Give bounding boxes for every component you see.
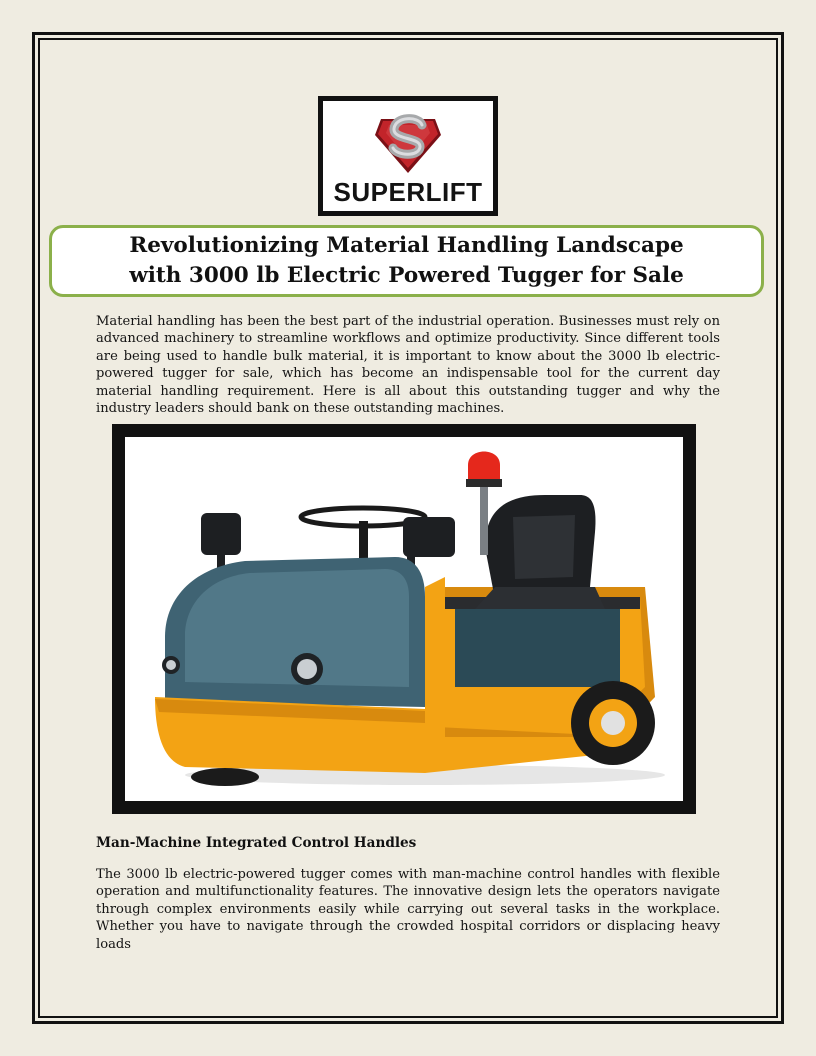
electric-tugger-photo (125, 437, 683, 801)
superlift-logo (318, 96, 498, 216)
logo-emblem-icon (323, 101, 493, 181)
intro-line: are being used to handle bulk material, it is important to know about the 3000 lb electric- (96, 348, 720, 364)
tugger-illustration (125, 437, 683, 801)
section-line: Whether you have to navigate through the crowded hospital corridors or displacing heavy loads (96, 919, 720, 952)
logo-wordmark: SUPERLIFT (333, 177, 483, 207)
intro-line: powered tugger for sale, which has become an indispensable tool for the current day material (96, 366, 720, 399)
product-photo-frame (112, 424, 696, 814)
section-paragraph (96, 866, 720, 953)
intro-paragraph (96, 313, 720, 417)
intro-line: Material handling has been the best part of the industrial operation. Businesses must rely on (96, 314, 720, 329)
section-line: The 3000 lb electric-powered tugger comes with man-machine control handles with flexible (96, 867, 720, 882)
intro-line: should bank on these outstanding machines. (208, 401, 505, 417)
section-line: operation and multifunctionality features. The innovative design lets the operators navigate (96, 884, 720, 900)
page-title-line-1: Revolutionizing Material Handling Landscape (129, 233, 684, 258)
intro-line: advanced machinery to streamline workflows and optimize productivity. Since different tools (96, 331, 720, 347)
section-heading: Man-Machine Integrated Control Handles (96, 835, 417, 851)
page-title-line-2: with 3000 lb Electric Powered Tugger for Sale (129, 263, 684, 288)
section-line: through complex environments easily while carrying out several tasks in the workplace. (96, 901, 720, 917)
title-banner (49, 225, 764, 297)
intro-line: handling requirement. Here is all about this outstanding tugger and why the industry leaders (96, 383, 720, 417)
